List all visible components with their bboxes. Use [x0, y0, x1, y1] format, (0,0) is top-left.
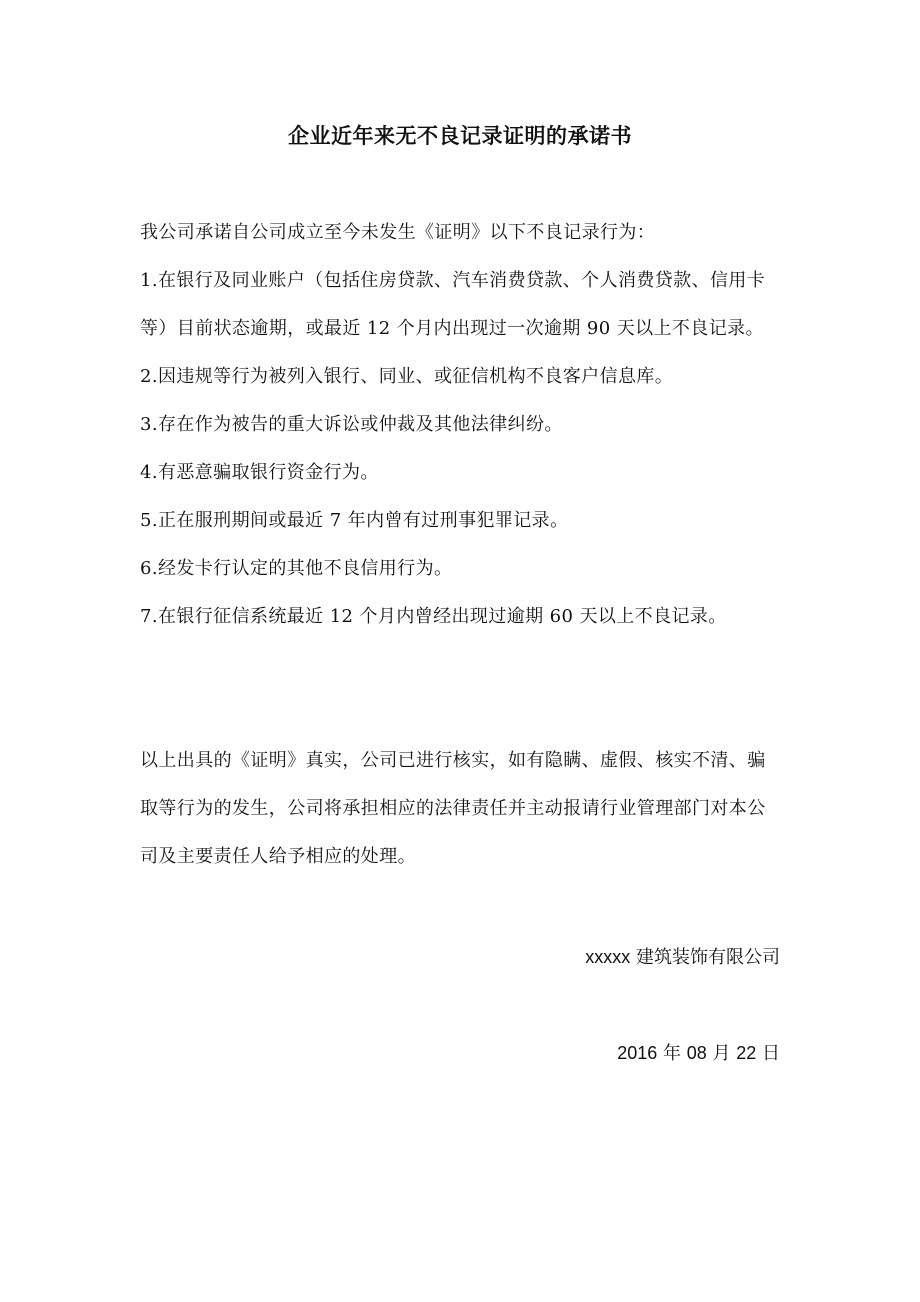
company-name: 建筑装饰有限公司: [630, 947, 780, 968]
intro-paragraph: [140, 209, 780, 257]
list-item: 4.有恶意骗取银行资金行为。: [140, 462, 379, 483]
list-item: 7.在银行征信系统最近 12 个月内曾经出现过逾期 60 天以上不良记录。: [140, 606, 727, 627]
date-month-label: 月: [706, 1043, 737, 1064]
list-item: 5.正在服刑期间或最近 7 年内曾有过刑事犯罪记录。: [140, 510, 569, 531]
date-year-label: 年: [657, 1043, 687, 1064]
list-item: 3.存在作为被告的重大诉讼或仲裁及其他法律纠纷。: [140, 414, 563, 435]
date-month: 08: [686, 1043, 707, 1063]
date-day-label: 日: [756, 1043, 780, 1064]
list-item: 6.经发卡行认定的其他不良信用行为。: [140, 558, 453, 579]
closing-text: 以上出具的《证明》真实，公司已进行核实，如有隐瞒、虚假、核实不清、骗取等行为的发生，公司将承担相应的法律责任并主动报请行业管理部门对本公司及主要责任人给予相应的处理。: [140, 750, 766, 867]
list-item: 1.在银行及同业账户（包括住房贷款、汽车消费贷款、个人消费贷款、信用卡等）目前状态逾期，或最近 12 个月内出现过一次逾期 90 天以上不良记录。: [140, 270, 766, 339]
date-year: 2016: [617, 1043, 658, 1063]
intro-text: 我公司承诺自公司成立至今未发生《证明》以下不良记录行为：: [140, 222, 656, 243]
closing-paragraph: [140, 737, 780, 881]
company-prefix: xxxxx: [585, 947, 631, 967]
item-list: [140, 257, 780, 641]
company-signature: [585, 937, 780, 978]
document-date: [617, 1033, 780, 1074]
date-day: 22: [736, 1043, 757, 1063]
list-item: 2.因违规等行为被列入银行、同业、或征信机构不良客户信息库。: [140, 366, 674, 387]
document-title: 企业近年来无不良记录证明的承诺书: [288, 124, 632, 148]
